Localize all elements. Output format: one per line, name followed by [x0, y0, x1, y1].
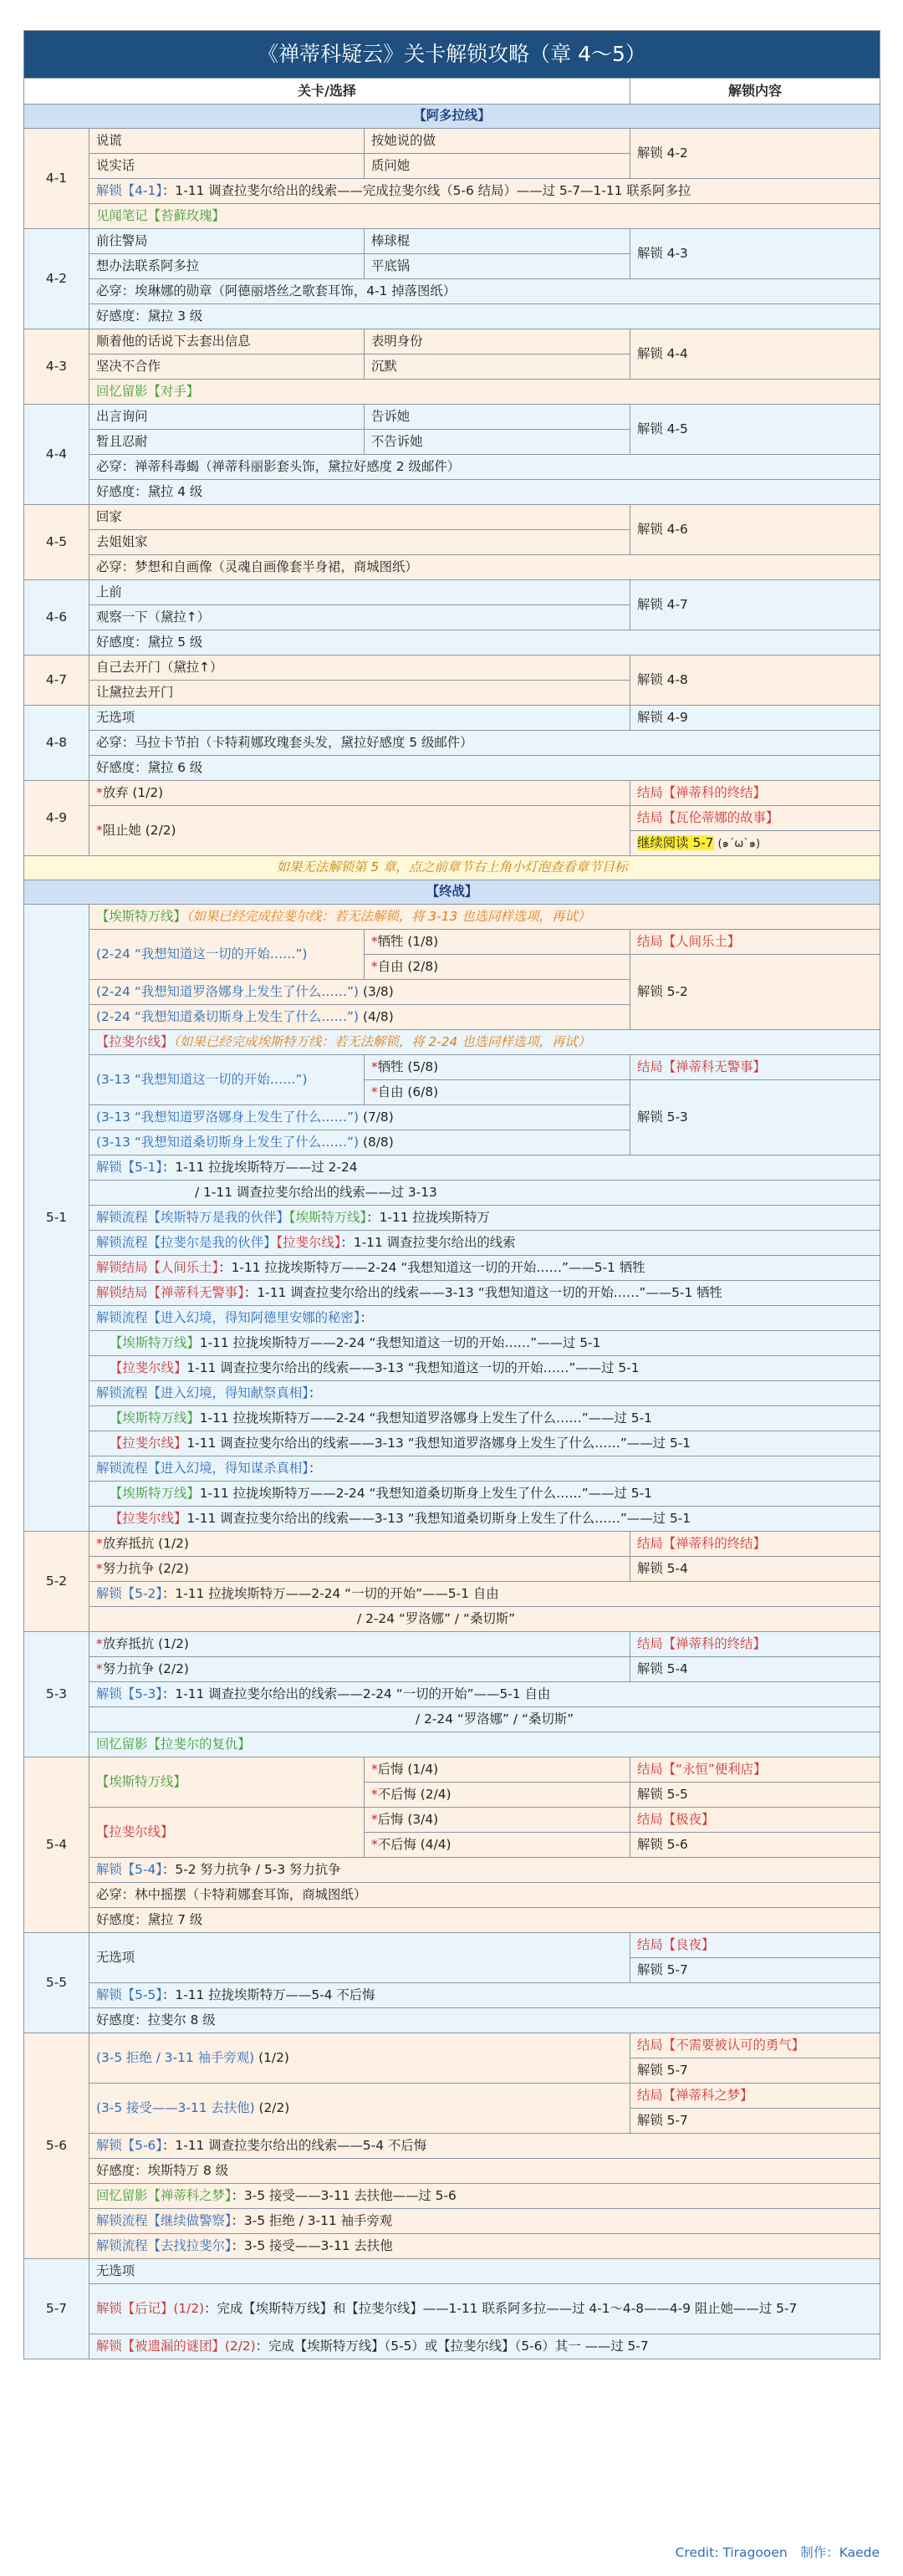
ending-cell: 结局【良夜】 — [630, 1933, 880, 1958]
choice[interactable]: *努力抗争 (2/2) — [89, 1557, 630, 1582]
ending-cell: 结局【禅蒂科无警事】 — [630, 1055, 880, 1080]
choice[interactable]: 暂且忍耐 — [89, 430, 365, 455]
memory-note: 见闻笔记【苔藓玫瑰】 — [89, 204, 880, 229]
unlock-cell: 解锁 4-3 — [630, 229, 880, 279]
choice[interactable]: 平底锅 — [365, 254, 630, 279]
choice[interactable]: *努力抗争 (2/2) — [89, 1657, 630, 1682]
choice[interactable]: 前往警局 — [89, 229, 365, 254]
choice[interactable]: *牺牲 (5/8) — [365, 1055, 630, 1080]
unlock-note: 解锁【5-1】：1-11 拉拢埃斯特万——过 2-24 — [89, 1155, 880, 1181]
level-5-5: 5-5 — [24, 1933, 89, 2033]
favor-note: 好感度：黛拉 4 级 — [89, 480, 880, 505]
ending-cell: 结局【瓦伦蒂娜的故事】 — [630, 806, 880, 831]
unlock-cell: 解锁 4-6 — [630, 505, 880, 555]
unlock-cell: 解锁 4-5 — [630, 405, 880, 455]
level-4-8: 4-8 — [24, 706, 89, 781]
level-4-1: 4-1 — [24, 129, 89, 229]
choice[interactable]: 顺着他的话说下去套出信息 — [89, 329, 365, 355]
choice[interactable]: 去姐姐家 — [89, 530, 630, 555]
unlock-note: 解锁【5-6】：1-11 调查拉斐尔给出的线索——5-4 不后悔 — [89, 2134, 880, 2159]
favor-note: 好感度：埃斯特万 8 级 — [89, 2159, 880, 2184]
unlock-note: / 1-11 调查拉斐尔给出的线索——过 3-13 — [89, 1181, 880, 1206]
choice[interactable]: 上前 — [89, 580, 630, 605]
choice[interactable]: 无选项 — [89, 1933, 630, 1983]
unlock-note: 解锁【4-1】：1-11 调查拉斐尔给出的线索——完成拉斐尔线（5-6 结局）——过 5-7—1-11 联系阿多拉 — [89, 179, 880, 204]
level-5-2: 5-2 — [24, 1532, 89, 1632]
ending-cell: 结局【不需要被认可的勇气】 — [630, 2033, 880, 2058]
outfit-note: 必穿：马拉卡节拍（卡特莉娜玫瑰套头发，黛拉好感度 5 级邮件） — [89, 731, 880, 756]
section-final: 【终战】 — [24, 880, 880, 905]
memory-note: 回忆留影【禅蒂科之梦】：3-5 接受——3-11 去扶他——过 5-6 — [89, 2184, 880, 2209]
chapter5-hint: 如果无法解锁第 5 章，点之前章节右上角小灯泡查看章节目标 — [24, 856, 880, 880]
level-5-7: 5-7 — [24, 2259, 89, 2359]
level-5-3: 5-3 — [24, 1632, 89, 1757]
flow-note: 解锁流程【进入幻境，得知阿德里安娜的秘密】： — [89, 1306, 880, 1331]
favor-note: 好感度：黛拉 7 级 — [89, 1908, 880, 1933]
level-5-6: 5-6 — [24, 2033, 89, 2259]
choice[interactable]: *后悔 (3/4) — [365, 1808, 630, 1833]
choice[interactable]: (3-5 接受——3-11 去扶他) (2/2) — [89, 2084, 630, 2134]
choice[interactable]: *自由 (2/8) — [365, 955, 630, 980]
choice[interactable]: 出言询问 — [89, 405, 365, 430]
ending-cell: 结局【“永恒”便利店】 — [630, 1757, 880, 1783]
route-header-raphael: 【拉斐尔线】（如果已经完成埃斯特万线：若无法解锁，将 2-24 也选同样选项，再试） — [89, 1030, 880, 1055]
ending-note: 解锁结局【人间乐土】：1-11 拉拢埃斯特万——2-24 “我想知道这一切的开始……”——5-1 牺牲 — [89, 1256, 880, 1281]
unlock-cell: 解锁 4-4 — [630, 329, 880, 380]
choice[interactable]: *放弃抵抗 (1/2) — [89, 1632, 630, 1657]
level-5-1: 5-1 — [24, 905, 89, 1532]
unlock-note: 解锁【5-4】：5-2 努力抗争 / 5-3 努力抗争 — [89, 1858, 880, 1883]
choice[interactable]: 说谎 — [89, 129, 365, 154]
choice[interactable]: *放弃 (1/2) — [89, 781, 630, 806]
choice[interactable]: (2-24 “我想知道罗洛娜身上发生了什么……”) (3/8) — [89, 980, 630, 1005]
outfit-note: 必穿：禅蒂科毒蝎（禅蒂科丽影套头饰，黛拉好感度 2 级邮件） — [89, 455, 880, 480]
choice[interactable]: 无选项 — [89, 2259, 880, 2284]
flow-note: 解锁流程【进入幻境，得知献祭真相】： — [89, 1381, 880, 1406]
level-4-2: 4-2 — [24, 229, 89, 329]
choice[interactable]: *后悔 (1/4) — [365, 1757, 630, 1783]
level-4-3: 4-3 — [24, 329, 89, 405]
ending-cell: 结局【人间乐土】 — [630, 930, 880, 955]
choice[interactable]: (3-13 “我想知道罗洛娜身上发生了什么……”) (7/8) — [89, 1105, 630, 1130]
ending-cell: 结局【禅蒂科的终结】 — [630, 1632, 880, 1657]
flow-step: 【埃斯特万线】1-11 拉拢埃斯特万——2-24 “我想知道桑切斯身上发生了什么……”——过 5-1 — [89, 1482, 880, 1507]
ending-cell: 结局【禅蒂科的终结】 — [630, 781, 880, 806]
choice[interactable]: 表明身份 — [365, 329, 630, 355]
unlock-cell: 解锁 4-7 — [630, 580, 880, 630]
choice[interactable]: 无选项 — [89, 706, 630, 731]
unlock-note: 解锁【被遗漏的谜团】(2/2)：完成【埃斯特万线】（5-5）或【拉斐尔线】（5-6）其一 ——过 5-7 — [89, 2334, 880, 2359]
outfit-note: 必穿：梦想和自画像（灵魂自画像套半身裙，商城图纸） — [89, 555, 880, 580]
unlock-cell: 解锁 5-7 — [630, 2058, 880, 2084]
unlock-cell: 解锁 4-9 — [630, 706, 880, 731]
favor-note: 好感度：黛拉 6 级 — [89, 756, 880, 781]
choice[interactable]: *放弃抵抗 (1/2) — [89, 1532, 630, 1557]
choice[interactable]: 棒球棍 — [365, 229, 630, 254]
choice[interactable]: (3-13 “我想知道桑切斯身上发生了什么……”) (8/8) — [89, 1130, 630, 1155]
choice[interactable]: 不告诉她 — [365, 430, 630, 455]
unlock-cell: 解锁 5-6 — [630, 1833, 880, 1858]
favor-note: 好感度：黛拉 5 级 — [89, 630, 880, 655]
route-header-esteban: 【埃斯特万线】（如果已经完成拉斐尔线：若无法解锁，将 3-13 也选同样选项，再试） — [89, 905, 880, 930]
flow-note: 解锁流程【埃斯特万是我的伙伴】【埃斯特万线】：1-11 拉拢埃斯特万 — [89, 1206, 880, 1231]
choice[interactable]: *不后悔 (4/4) — [365, 1833, 630, 1858]
credit-line: Credit: Tiragooen 制作：Kaede — [675, 2545, 880, 2560]
choice[interactable]: 按她说的做 — [365, 129, 630, 154]
outfit-note: 必穿：埃琳娜的勋章（阿德丽塔丝之歌套耳饰，4-1 掉落图纸） — [89, 279, 880, 304]
choice[interactable]: *自由 (6/8) — [365, 1080, 630, 1105]
choice[interactable]: 观察一下（黛拉↑） — [89, 605, 630, 630]
unlock-cell: 解锁 5-3 — [630, 1080, 880, 1155]
level-4-4: 4-4 — [24, 405, 89, 505]
section-adora: 【阿多拉线】 — [24, 105, 880, 129]
flow-step: 【拉斐尔线】1-11 调查拉斐尔给出的线索——3-13 “我想知道桑切斯身上发生了什么……”——过 5-1 — [89, 1507, 880, 1532]
ending-cell: 结局【禅蒂科之梦】 — [630, 2084, 880, 2109]
walkthrough-table — [23, 30, 880, 2359]
choice[interactable]: 自己去开门（黛拉↑） — [89, 655, 630, 681]
choice[interactable]: 让黛拉去开门 — [89, 681, 630, 706]
unlock-cell: 解锁 4-2 — [630, 129, 880, 179]
route-label-raphael: 【拉斐尔线】 — [89, 1808, 365, 1858]
level-4-7: 4-7 — [24, 655, 89, 706]
choice[interactable]: 说实话 — [89, 154, 365, 179]
unlock-note: / 2-24 “罗洛娜” / “桑切斯” — [89, 1707, 880, 1732]
level-5-4: 5-4 — [24, 1757, 89, 1933]
flow-note: 解锁流程【拉斐尔是我的伙伴】【拉斐尔线】：1-11 调查拉斐尔给出的线索 — [89, 1231, 880, 1256]
unlock-note: 解锁【后记】(1/2)：完成【埃斯特万线】和【拉斐尔线】——1-11 联系阿多拉——过 4-1～4-8——4-9 阻止她——过 5-7 — [89, 2284, 880, 2334]
flow-note: 解锁流程【进入幻境，得知谋杀真相】： — [89, 1456, 880, 1482]
memory-note: 回忆留影【拉斐尔的复仇】 — [89, 1732, 880, 1757]
unlock-cell: 解锁 5-4 — [630, 1557, 880, 1582]
route-label-esteban: 【埃斯特万线】 — [89, 1757, 365, 1808]
continue-cell: 继续阅读 5-7 (๑´ω`๑) — [630, 831, 880, 856]
level-4-9: 4-9 — [24, 781, 89, 856]
flow-step: 【拉斐尔线】1-11 调查拉斐尔给出的线索——3-13 “我想知道罗洛娜身上发生了什么……”——过 5-1 — [89, 1431, 880, 1456]
unlock-note: 解锁【5-2】：1-11 拉拢埃斯特万——2-24 “一切的开始”——5-1 自由 — [89, 1582, 880, 1607]
choice[interactable]: 坚决不合作 — [89, 355, 365, 380]
choice[interactable]: 想办法联系阿多拉 — [89, 254, 365, 279]
unlock-cell: 解锁 5-5 — [630, 1783, 880, 1808]
choice[interactable]: (3-13 “我想知道这一切的开始……”) — [89, 1055, 365, 1105]
unlock-cell: 解锁 4-8 — [630, 655, 880, 706]
level-4-5: 4-5 — [24, 505, 89, 580]
choice[interactable]: 质问她 — [365, 154, 630, 179]
unlock-note: / 2-24 “罗洛娜” / “桑切斯” — [89, 1607, 880, 1632]
flow-step: 【埃斯特万线】1-11 拉拢埃斯特万——2-24 “我想知道这一切的开始……”——过 5-1 — [89, 1331, 880, 1356]
choice[interactable]: 回家 — [89, 505, 630, 530]
choice[interactable]: 沉默 — [365, 355, 630, 380]
unlock-cell: 解锁 5-7 — [630, 1958, 880, 1983]
header-unlock: 解锁内容 — [630, 79, 880, 105]
choice[interactable]: (2-24 “我想知道桑切斯身上发生了什么……”) (4/8) — [89, 1005, 630, 1030]
flow-step: 【拉斐尔线】1-11 调查拉斐尔给出的线索——3-13 “我想知道这一切的开始……”——过 5-1 — [89, 1356, 880, 1381]
choice[interactable]: (3-5 拒绝 / 3-11 袖手旁观) (1/2) — [89, 2033, 630, 2084]
choice[interactable]: *阻止她 (2/2) — [89, 806, 630, 856]
choice[interactable]: *不后悔 (2/4) — [365, 1783, 630, 1808]
header-choice: 关卡/选择 — [24, 79, 630, 105]
flow-step: 【埃斯特万线】1-11 拉拢埃斯特万——2-24 “我想知道罗洛娜身上发生了什么……”——过 5-1 — [89, 1406, 880, 1431]
unlock-cell: 解锁 5-2 — [630, 955, 880, 1030]
outfit-note: 必穿：林中摇摆（卡特莉娜套耳饰，商城图纸） — [89, 1883, 880, 1908]
unlock-cell: 解锁 5-4 — [630, 1657, 880, 1682]
flow-note: 解锁流程【去找拉斐尔】：3-5 接受——3-11 去扶他 — [89, 2234, 880, 2259]
choice[interactable]: 告诉她 — [365, 405, 630, 430]
memory-note: 回忆留影【对手】 — [89, 380, 880, 405]
favor-note: 好感度：黛拉 3 级 — [89, 304, 880, 329]
ending-note: 解锁结局【禅蒂科无警事】：1-11 调查拉斐尔给出的线索——3-13 “我想知道这一切的开始……”——5-1 牺牲 — [89, 1281, 880, 1306]
choice[interactable]: (2-24 “我想知道这一切的开始……”) — [89, 930, 365, 980]
ending-cell: 结局【禅蒂科的终结】 — [630, 1532, 880, 1557]
favor-note: 好感度：拉斐尔 8 级 — [89, 2008, 880, 2033]
unlock-note: 解锁【5-3】：1-11 调查拉斐尔给出的线索——2-24 “一切的开始”——5-1 自由 — [89, 1682, 880, 1707]
ending-cell: 结局【极夜】 — [630, 1808, 880, 1833]
choice[interactable]: *牺牲 (1/8) — [365, 930, 630, 955]
page-title: 《禅蒂科疑云》关卡解锁攻略（章 4～5） — [24, 31, 880, 79]
unlock-note: 解锁【5-5】：1-11 拉拢埃斯特万——5-4 不后悔 — [89, 1983, 880, 2008]
flow-note: 解锁流程【继续做警察】：3-5 拒绝 / 3-11 袖手旁观 — [89, 2209, 880, 2234]
level-4-6: 4-6 — [24, 580, 89, 655]
unlock-cell: 解锁 5-7 — [630, 2109, 880, 2134]
